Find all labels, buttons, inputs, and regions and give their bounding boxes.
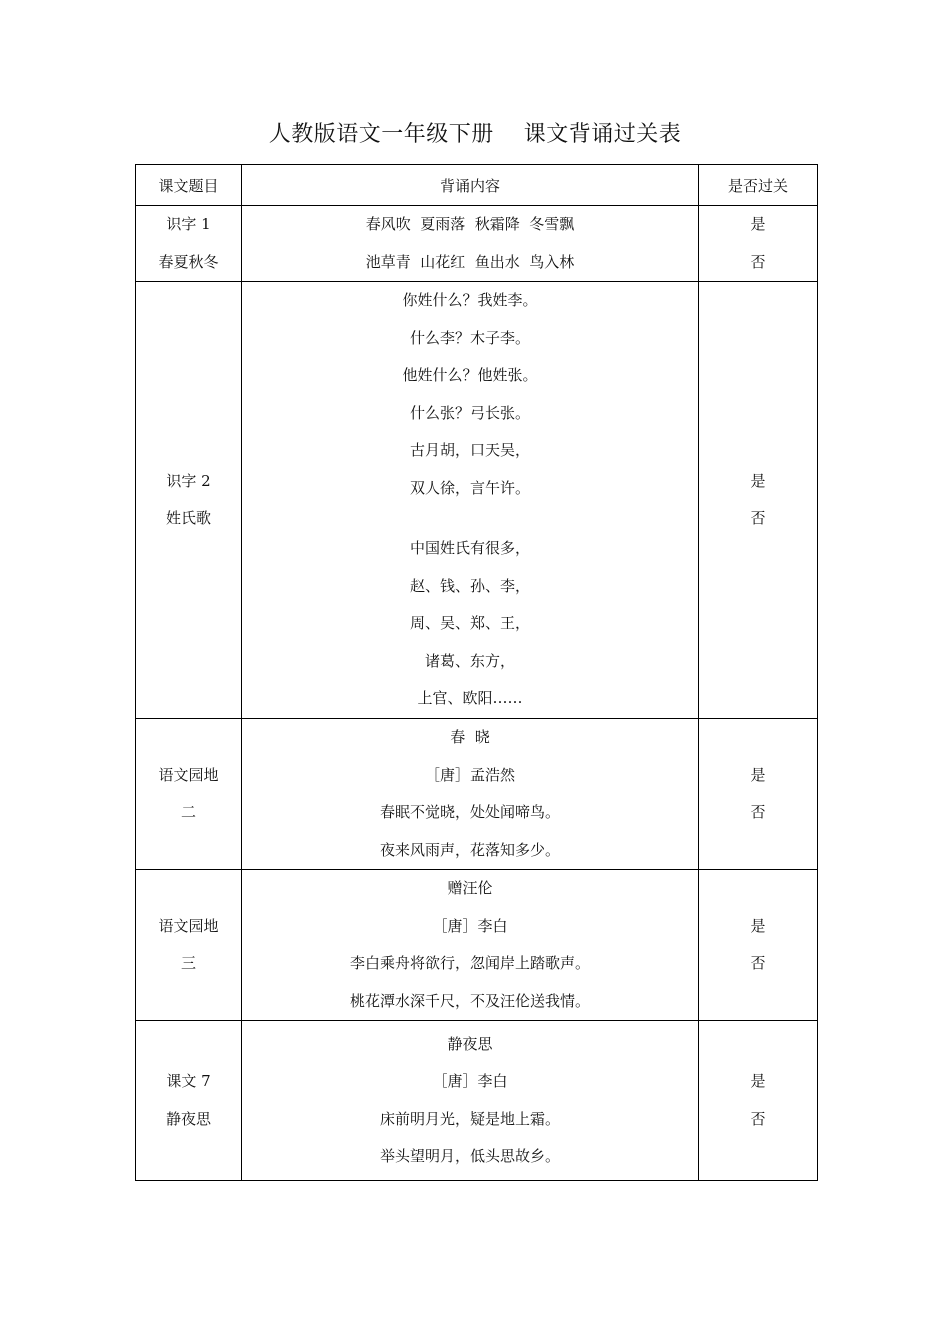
table-header-row [136, 165, 818, 206]
header-content-col: 背诵内容 [242, 165, 699, 206]
recitation-line: 夜来风雨声，花落知多少。 [379, 840, 560, 859]
recitation-line: 桃花潭水深千尺，不及汪伦送我情。 [349, 991, 590, 1010]
table-row [136, 206, 818, 282]
recitation-line: 池草青 山花红 鱼出水 鸟入林 [365, 252, 575, 271]
table-row [136, 870, 818, 1021]
recitation-content-cell [242, 1021, 699, 1181]
pass-no: 否 [750, 1109, 766, 1128]
poem-title: 赠汪伦 [447, 879, 493, 897]
recitation-line: 双人徐，言午许。 [409, 478, 530, 497]
recitation-line: 赵、钱、孙、李， [409, 576, 530, 595]
lesson-title-cell [136, 1021, 242, 1181]
recitation-content-cell [242, 719, 699, 870]
stanza-gap [242, 507, 698, 530]
pass-status-cell [699, 1021, 818, 1181]
pass-yes: 是 [750, 916, 766, 935]
poem-title: 静夜思 [447, 1034, 493, 1053]
recitation-content-cell [242, 282, 699, 719]
recitation-line: 李白乘舟将欲行，忽闻岸上踏歌声。 [349, 954, 590, 972]
page-title: 人教版语文一年级下册 课文背诵过关表 [268, 122, 682, 147]
recitation-line: 春风吹 夏雨落 秋霜降 冬雪飘 [365, 215, 575, 233]
pass-no: 否 [750, 954, 766, 972]
pass-status-cell [699, 870, 818, 1021]
pass-yes: 是 [750, 1072, 766, 1090]
lesson-title-line: 语文园地 [158, 765, 219, 784]
header-pass-col: 是否过关 [699, 165, 818, 206]
lesson-title-cell [136, 870, 242, 1021]
lesson-title-cell [136, 719, 242, 870]
recitation-line: 上官、欧阳…… [417, 689, 523, 708]
lesson-title-line: 二 [180, 803, 196, 821]
recitation-line: 中国姓氏有很多， [409, 539, 530, 558]
recitation-line: 他姓什么？他姓张。 [402, 366, 538, 385]
lesson-title-cell [136, 282, 242, 719]
recitation-line: 举头望明月，低头思故乡。 [379, 1147, 560, 1165]
pass-no: 否 [750, 803, 766, 821]
poem-title: 春 晓 [450, 728, 490, 746]
poem-author: ［唐］李白 [432, 916, 508, 935]
table-row [136, 1021, 818, 1181]
lesson-title-line: 识字 1 [166, 215, 211, 233]
lesson-title-line: 春夏秋冬 [158, 252, 219, 271]
pass-no: 否 [750, 509, 766, 527]
recitation-line: 春眠不觉晓，处处闻啼鸟。 [379, 803, 560, 821]
lesson-title-line: 姓氏歌 [165, 509, 211, 527]
lesson-title-line: 语文园地 [158, 916, 219, 935]
pass-status-cell [699, 282, 818, 719]
recitation-line: 周、吴、郑、王， [409, 614, 530, 633]
lesson-title-cell [136, 206, 242, 282]
recitation-line: 床前明月光，疑是地上霜。 [379, 1109, 560, 1128]
recitation-content-cell [242, 870, 699, 1021]
pass-status-cell [699, 719, 818, 870]
recitation-line: 你姓什么？我姓李。 [402, 291, 538, 310]
lesson-title-line: 三 [180, 954, 196, 972]
pass-no: 否 [750, 252, 766, 271]
header-title-col: 课文题目 [136, 165, 242, 206]
pass-status-cell [699, 206, 818, 282]
table-row [136, 282, 818, 719]
recitation-line: 什么张？弓长张。 [409, 403, 530, 422]
lesson-title-line: 课文 7 [166, 1072, 211, 1090]
table-row [136, 719, 818, 870]
pass-yes: 是 [750, 215, 766, 233]
recitation-content-cell [242, 206, 699, 282]
recitation-table [135, 164, 818, 1181]
poem-author: ［唐］孟浩然 [424, 765, 515, 784]
pass-yes: 是 [750, 471, 766, 490]
recitation-line: 古月胡，口天吴， [409, 441, 530, 460]
lesson-title-line: 识字 2 [166, 471, 211, 490]
recitation-line: 什么李？木子李。 [409, 328, 530, 347]
lesson-title-line: 静夜思 [165, 1109, 211, 1128]
recitation-line: 诸葛、东方， [424, 651, 515, 670]
pass-yes: 是 [750, 765, 766, 784]
poem-author: ［唐］李白 [432, 1072, 508, 1090]
